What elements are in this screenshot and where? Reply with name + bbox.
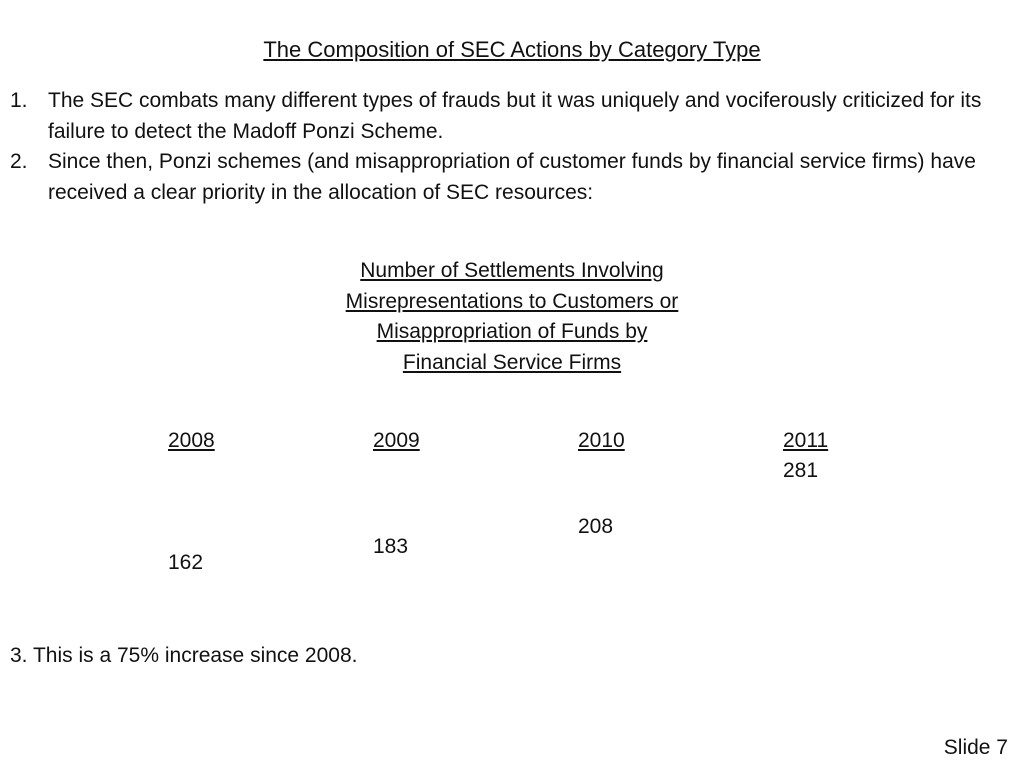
slide-number: Slide 7 — [943, 736, 1008, 759]
year-label: 2011 — [783, 429, 829, 452]
chart-heading-line: Financial Service Firms — [402, 350, 622, 374]
chart-heading-line: Misappropriation of Funds by — [376, 320, 648, 343]
chart-heading — [262, 256, 762, 378]
settlement-value: 183 — [373, 535, 409, 558]
chart-heading-line: Number of Settlements Involving — [360, 259, 664, 282]
bullet-item-2 — [10, 147, 1000, 208]
bullet-list — [10, 86, 1000, 208]
year-label: 2009 — [373, 429, 420, 452]
bullet-number: 1. — [10, 89, 28, 112]
year-label: 2010 — [578, 429, 625, 452]
settlement-value: 162 — [168, 551, 204, 574]
slide-title: The Composition of SEC Actions by Category Type — [263, 37, 761, 62]
settlement-value: 208 — [578, 515, 614, 538]
year-label: 2008 — [168, 429, 215, 452]
chart-heading-line: Misrepresentations to Customers or — [345, 289, 679, 313]
increase-note: 3. This is a 75% increase since 2008. — [10, 644, 358, 667]
bullet-text: Since then, Ponzi schemes (and misappropriation of customer funds by financial service firms) have received a clear priority in the allocation of SEC resources: — [48, 150, 976, 204]
bullet-number: 2. — [10, 150, 28, 173]
bullet-item-1 — [10, 86, 1000, 147]
bullet-text: The SEC combats many different types of frauds but it was uniquely and vociferously criticized for its failure to detect the Madoff Ponzi Scheme. — [48, 89, 982, 143]
settlement-value: 281 — [783, 459, 819, 482]
